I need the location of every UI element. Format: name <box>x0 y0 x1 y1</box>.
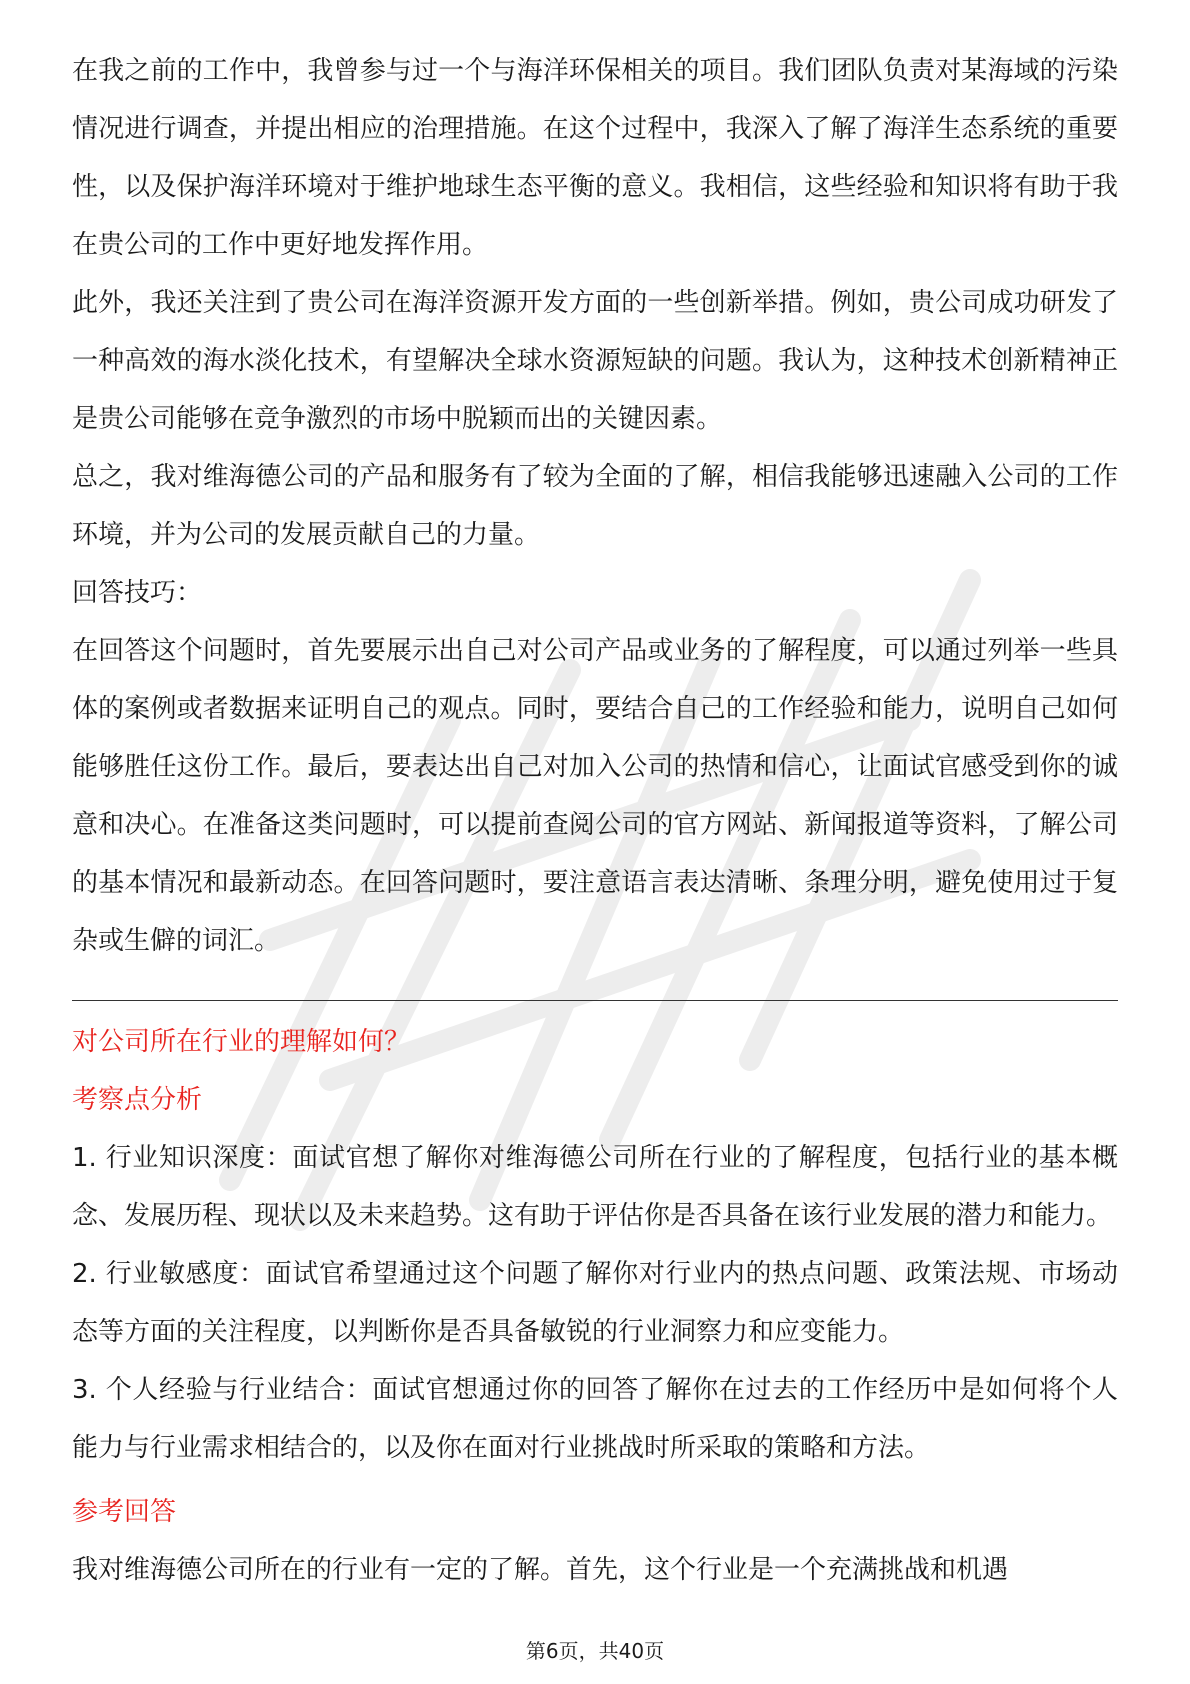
answer-paragraph: 我对维海德公司所在的行业有一定的了解。首先，这个行业是一个充满挑战和机遇 <box>72 1555 1009 1585</box>
answer-heading: 参考回答 <box>72 1497 177 1527</box>
tips-label: 回答技巧： <box>72 578 203 608</box>
page-footer: 第6页，共40页 <box>525 1639 665 1663</box>
question-title: 对公司所在行业的理解如何？ <box>72 1027 411 1057</box>
document-page <box>72 42 1118 1599</box>
analysis-heading: 考察点分析 <box>72 1085 203 1115</box>
intro-paragraph-1: 在我之前的工作中，我曾参与过一个与海洋环保相关的项目。我们团队负责对某海域的污染情况进行调查，并提出相应的治理措施。在这个过程中，我深入了解了海洋生态系统的重要性，以及保护海洋环境对于维护地球生态平衡的意义。我相信，这些经验和知识将有助于我在贵公司的工作中更好地发挥作用。 <box>72 56 1118 260</box>
analysis-point-1: 1. 行业知识深度：面试官想了解你对维海德公司所在行业的了解程度，包括行业的基本概念、发展历程、现状以及未来趋势。这有助于评估你是否具备在该行业发展的潜力和能力。 <box>72 1143 1118 1231</box>
tips-paragraph: 在回答这个问题时，首先要展示出自己对公司产品或业务的了解程度，可以通过列举一些具体的案例或者数据来证明自己的观点。同时，要结合自己的工作经验和能力，说明自己如何能够胜任这份工作。最后，要表达出自己对加入公司的热情和信心，让面试官感受到你的诚意和决心。在准备这类问题时，可以提前查阅公司的官方网站、新闻报道等资料，了解公司的基本情况和最新动态。在回答问题时，要注意语言表达清晰、条理分明，避免使用过于复杂或生僻的词汇。 <box>72 636 1118 956</box>
analysis-point-3: 3. 个人经验与行业结合：面试官想通过你的回答了解你在过去的工作经历中是如何将个人能力与行业需求相结合的，以及你在面对行业挑战时所采取的策略和方法。 <box>72 1375 1118 1463</box>
analysis-point-2: 2. 行业敏感度：面试官希望通过这个问题了解你对行业内的热点问题、政策法规、市场动态等方面的关注程度，以判断你是否具备敏锐的行业洞察力和应变能力。 <box>72 1259 1118 1347</box>
section-divider <box>72 1000 1118 1001</box>
intro-paragraph-3: 总之，我对维海德公司的产品和服务有了较为全面的了解，相信我能够迅速融入公司的工作环境，并为公司的发展贡献自己的力量。 <box>72 462 1118 550</box>
intro-paragraph-2: 此外，我还关注到了贵公司在海洋资源开发方面的一些创新举措。例如，贵公司成功研发了一种高效的海水淡化技术，有望解决全球水资源短缺的问题。我认为，这种技术创新精神正是贵公司能够在竞争激烈的市场中脱颖而出的关键因素。 <box>72 288 1118 434</box>
